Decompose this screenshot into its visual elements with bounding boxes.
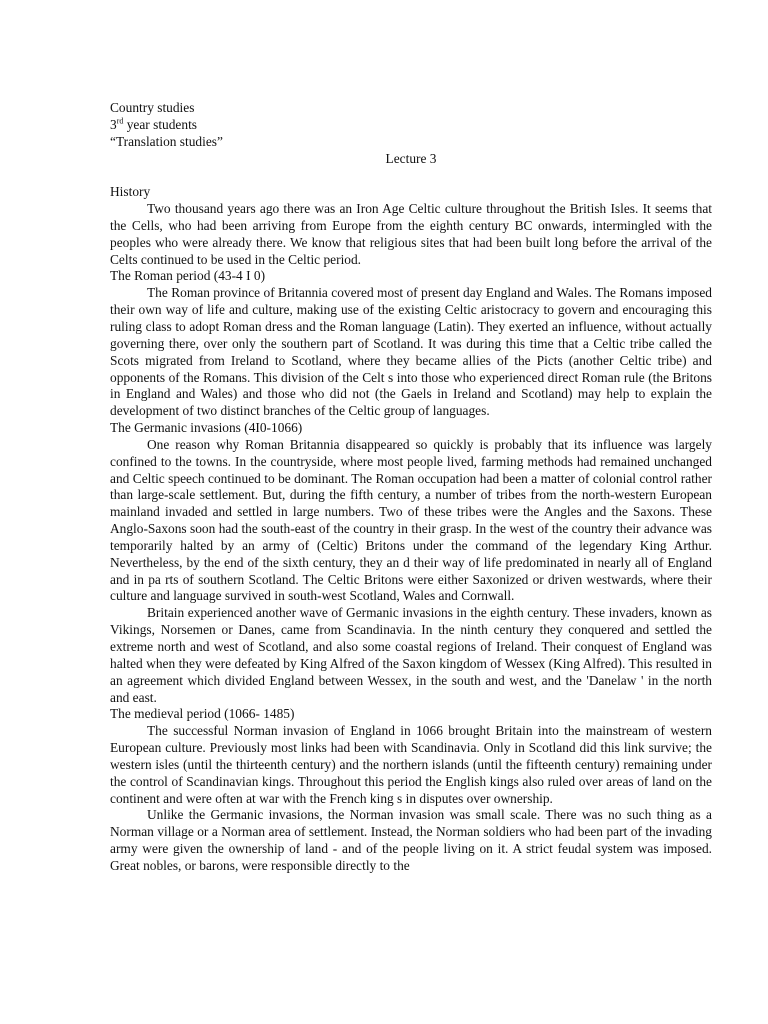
- paragraph-roman-1: The Roman province of Britannia covered most of present day England and Wales. The Romans imposed their own way of life and culture, making use of the existing Celtic aristocracy to govern and encouraging this ruling class to adopt Roman dress and the Roman language (Latin). They exerted an influence, without actually governing there, over only the southern part of Scotland. It was during this time that a Celtic tribe called the Scots migrated from Ireland to Scotland, where they became allies of the Picts (another Celtic tribe) and opponents of the Romans. This division of the Celt s into those who experienced direct Roman rule (the Britons in England and Wales) and those who did not (the Gaels in Ireland and Scotland) may help to explain the development of two distinct branches of the Celtic group of languages.: [110, 285, 712, 419]
- program-title: “Translation studies”: [110, 133, 223, 149]
- course-title: Country studies: [110, 100, 195, 115]
- section-heading-medieval: The medieval period (1066- 1485): [110, 706, 295, 722]
- paragraph-medieval-2: Unlike the Germanic invasions, the Norman invasion was small scale. There was no such thing as a Norman village or a Norman area of settlement. Instead, the Norman soldiers who had been part of the invading army were given the ownership of land - and of the people living on it. A strict feudal system was imposed. Great nobles, or barons, were responsible directly to the: [110, 807, 712, 873]
- document-page: [110, 100, 712, 875]
- paragraph-germanic-2: Britain experienced another wave of Germanic invasions in the eighth century. These invaders, known as Vikings, Norsemen or Danes, came from Scandinavia. In the ninth century they conquered and settled the extreme north and west of Scotland, and also some coastal regions of Ireland. Their conquest of England was halted when they were defeated by King Alfred of the Saxon kingdom of Wessex (King Alfred). This resulted in an agreement which divided England between Wessex, in the south and west, and the 'Danelaw ' in the north and east.: [110, 605, 712, 705]
- section-heading-germanic: The Germanic invasions (4I0-1066): [110, 420, 303, 436]
- section-heading-history: History: [110, 184, 151, 200]
- year-ordinal-suffix: rd: [116, 116, 124, 126]
- student-year: [110, 117, 712, 134]
- paragraph-history-1: Two thousand years ago there was an Iron Age Celtic culture throughout the British Isles. It seems that the Cells, who had been arriving from Europe from the eighth century BC onwards, intermingled with the peoples who were already there. We know that religious sites that had been built long before the arrival of the Celts continued to be used in the Celtic period.: [110, 201, 712, 267]
- paragraph-germanic-1: One reason why Roman Britannia disappeared so quickly is probably that its influence was largely confined to the towns. In the countryside, where most people lived, farming methods had remained unchanged and Celtic speech continued to be dominant. The Roman occupation had been a matter of colonial control rather than large-scale settlement. But, during the fifth century, a number of tribes from the north-western European mainland invaded and settled in large numbers. Two of these tribes were the Angles and the Saxons. These Anglo-Saxons soon had the south-east of the country in their grasp. In the west of the country their advance was temporarily halted by an army of (Celtic) Britons under the command of the legendary King Arthur. Nevertheless, by the end of the sixth century, they an d their way of life predominated in nearly all of England and in pa rts of southern Scotland. The Celtic Britons were either Saxonized or driven westwards, where their culture and language survived in south-west Scotland, Wales and Cornwall.: [110, 436, 712, 604]
- spacer: [110, 167, 712, 184]
- year-text: year students: [123, 116, 198, 132]
- section-heading-roman: The Roman period (43-4 I 0): [110, 268, 266, 284]
- paragraph-medieval-1: The successful Norman invasion of England in 1066 brought Britain into the mainstream of western European culture. Previously most links had been with Scandinavia. Only in Scotland did this link survive; the western isles (until the thirteenth century) and the northern islands (until the fifteenth century) remaining under the control of Scandinavian kings. Throughout this period the English kings also ruled over areas of land on the continent and were often at war with the French king s in disputes over ownership.: [110, 723, 712, 806]
- lecture-title: Lecture 3: [385, 150, 437, 166]
- year-number: 3: [110, 116, 117, 132]
